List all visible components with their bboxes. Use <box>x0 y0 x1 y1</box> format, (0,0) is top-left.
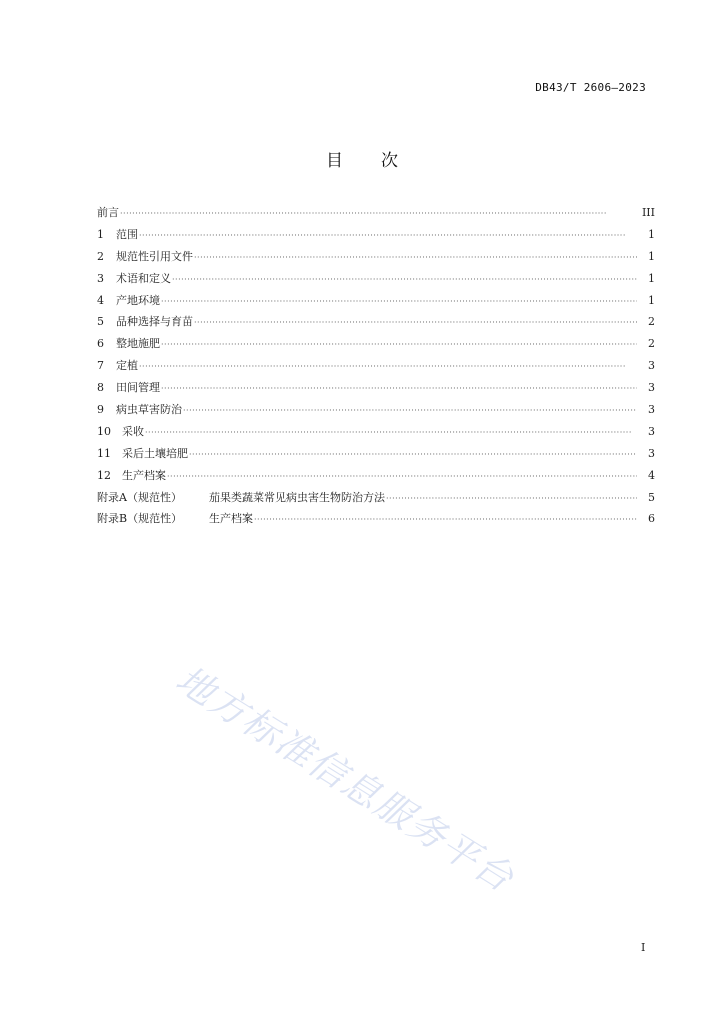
leader-dots <box>189 447 637 460</box>
document-code: DB43/T 2606—2023 <box>535 81 646 94</box>
watermark: 地方标准信息服务平台 <box>168 657 522 901</box>
toc-entry-page: 2 <box>648 315 655 329</box>
leader-dots <box>145 425 637 438</box>
toc-entry-page: 1 <box>648 271 655 285</box>
toc-title-char-1: 目 <box>326 151 343 171</box>
toc-entry-number: 8 <box>97 381 104 395</box>
leader-dots <box>194 250 637 263</box>
toc-entry-label: 定植 <box>116 359 138 373</box>
toc-entry[interactable] <box>97 226 655 248</box>
toc-entry-number: 10 <box>97 424 111 438</box>
toc-entry-label: 前言 <box>97 206 119 219</box>
toc-entry[interactable] <box>97 204 655 226</box>
toc-entry-label: 病虫草害防治 <box>116 403 182 417</box>
page-number: I <box>641 941 646 954</box>
toc-entry-label: 生产档案 <box>209 512 253 526</box>
toc-entry[interactable] <box>97 467 655 489</box>
table-of-contents <box>97 204 655 532</box>
toc-entry-label: 品种选择与育苗 <box>116 315 193 329</box>
toc-entry-page: III <box>641 206 655 219</box>
toc-entry[interactable] <box>97 401 655 423</box>
toc-entry-label: 采后土壤培肥 <box>122 446 188 460</box>
leader-dots <box>172 272 637 285</box>
toc-entry-page: 1 <box>648 293 655 307</box>
toc-entry-label: 产地环境 <box>116 293 160 307</box>
toc-entry-page: 3 <box>648 403 655 417</box>
toc-entry[interactable] <box>97 248 655 270</box>
toc-entry-label: 术语和定义 <box>116 271 171 285</box>
toc-title-char-2: 次 <box>381 151 398 171</box>
toc-entry-page: 2 <box>648 337 655 351</box>
leader-dots <box>139 228 637 241</box>
toc-entry-page: 3 <box>648 424 655 438</box>
leader-dots <box>139 359 637 372</box>
toc-entry-number: 11 <box>97 446 111 460</box>
toc-entry-number: 7 <box>97 359 104 373</box>
toc-entry-label: 生产档案 <box>122 468 166 482</box>
toc-entry-number: 附录B（规范性） <box>97 512 183 526</box>
toc-entry[interactable] <box>97 292 655 314</box>
toc-entry-number: 9 <box>97 403 104 417</box>
toc-entry-number: 4 <box>97 293 104 307</box>
leader-dots <box>120 206 637 219</box>
toc-entry-label: 规范性引用文件 <box>116 249 193 263</box>
toc-entry[interactable] <box>97 510 655 532</box>
toc-entry-page: 5 <box>648 490 655 504</box>
leader-dots <box>161 294 637 307</box>
leader-dots <box>194 315 637 328</box>
toc-entry[interactable] <box>97 379 655 401</box>
toc-entry-label: 整地施肥 <box>116 337 160 351</box>
toc-entry-number: 1 <box>97 227 104 241</box>
toc-entry-number: 附录A（规范性） <box>97 490 182 504</box>
toc-entry[interactable] <box>97 423 655 445</box>
leader-dots <box>167 469 637 482</box>
toc-entry-label: 范围 <box>116 227 138 241</box>
leader-dots <box>254 512 637 525</box>
toc-entry-page: 6 <box>648 512 655 526</box>
toc-entry[interactable] <box>97 270 655 292</box>
toc-entry-page: 3 <box>648 381 655 395</box>
toc-entry-label: 田间管理 <box>116 381 160 395</box>
toc-entry[interactable] <box>97 445 655 467</box>
toc-entry[interactable] <box>97 357 655 379</box>
toc-entry-label: 茄果类蔬菜常见病虫害生物防治方法 <box>209 490 385 504</box>
leader-dots <box>386 491 637 504</box>
toc-entry-number: 12 <box>97 468 111 482</box>
toc-entry-number: 2 <box>97 249 104 263</box>
toc-entry-page: 3 <box>648 359 655 373</box>
toc-title <box>0 146 724 171</box>
toc-entry-page: 1 <box>648 249 655 263</box>
leader-dots <box>161 337 637 350</box>
toc-entry[interactable] <box>97 489 655 511</box>
toc-entry-label: 采收 <box>122 424 144 438</box>
leader-dots <box>183 403 637 416</box>
toc-entry[interactable] <box>97 313 655 335</box>
toc-entry-page: 1 <box>648 227 655 241</box>
toc-entry[interactable] <box>97 335 655 357</box>
toc-entry-page: 4 <box>648 468 655 482</box>
toc-entry-number: 6 <box>97 337 104 351</box>
leader-dots <box>161 381 637 394</box>
toc-entry-number: 3 <box>97 271 104 285</box>
toc-entry-number: 5 <box>97 315 104 329</box>
toc-entry-page: 3 <box>648 446 655 460</box>
